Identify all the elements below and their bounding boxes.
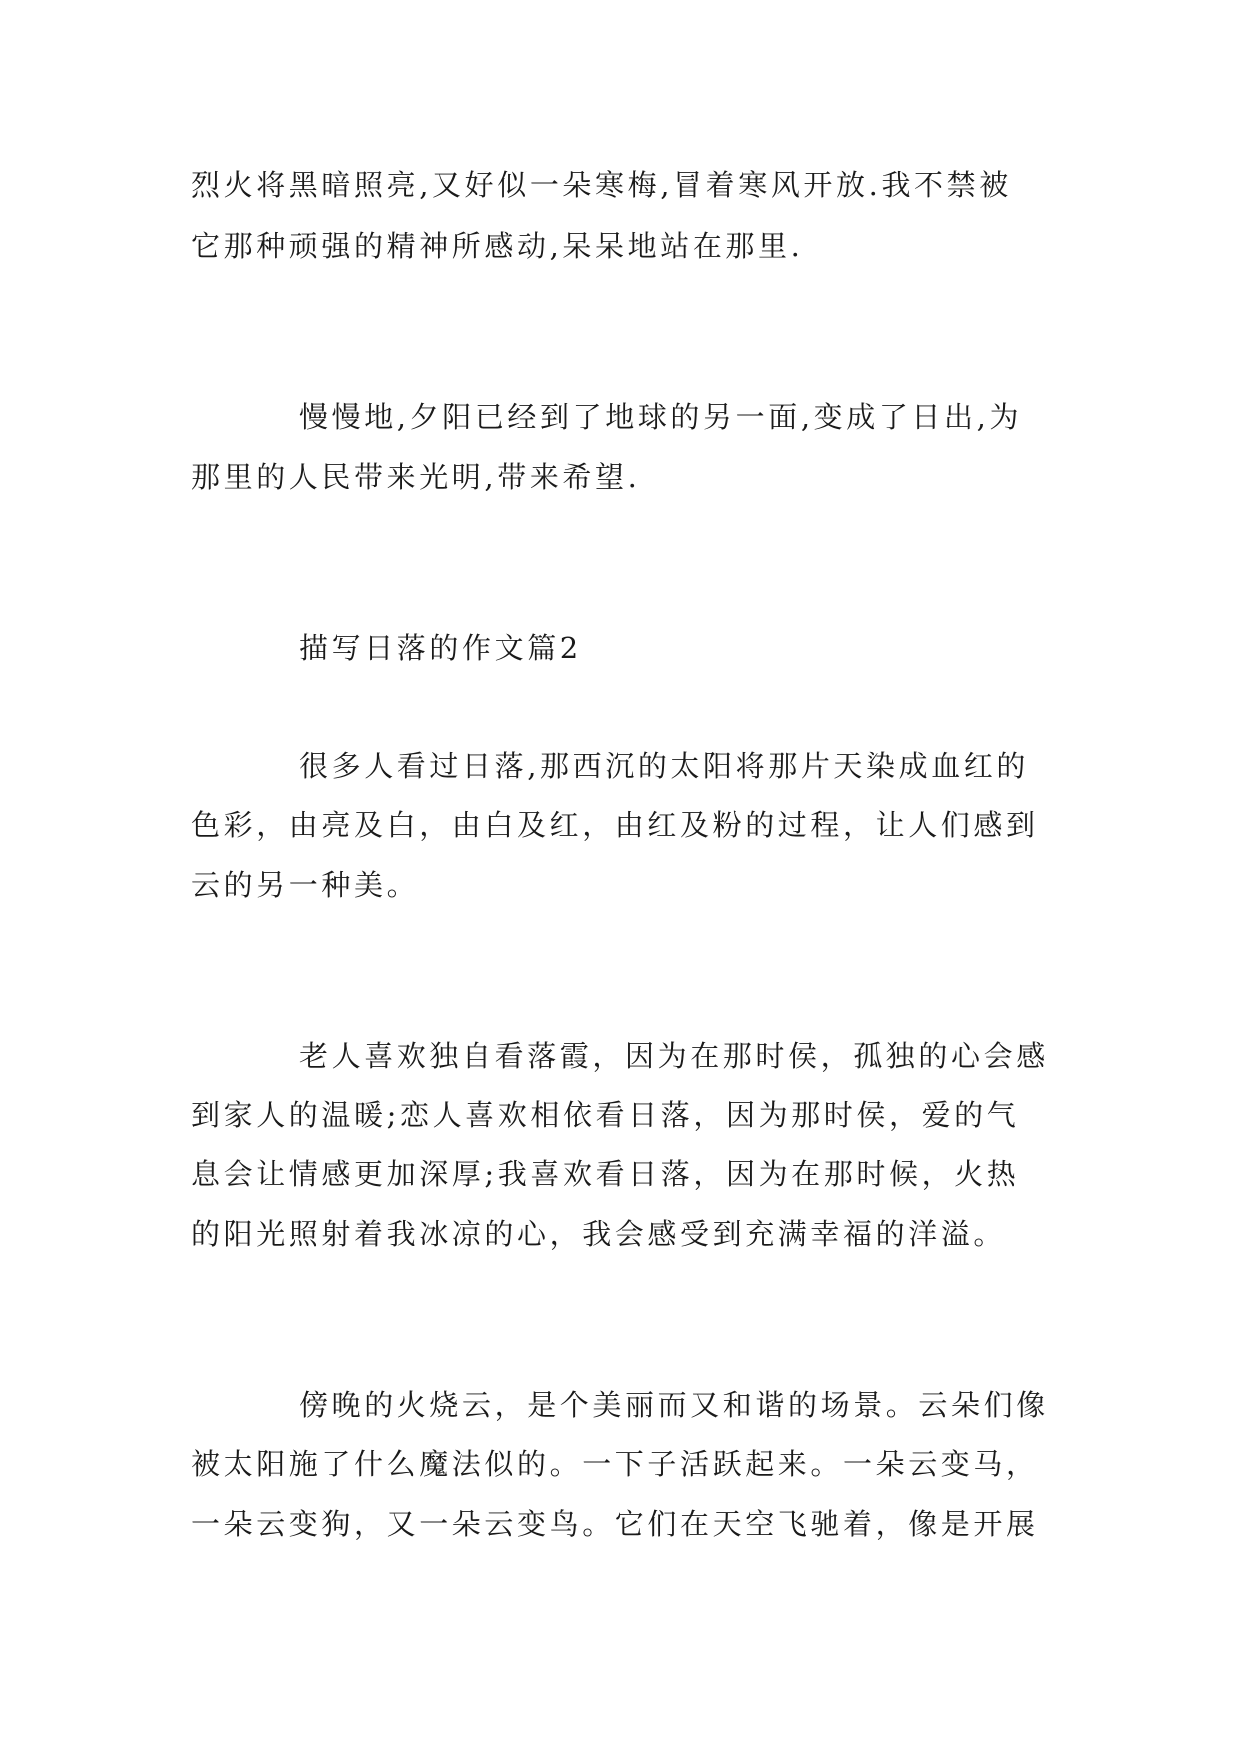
paragraph-3-line-1: 很多人看过日落,那西沉的太阳将那片天染成血红的: [299, 749, 1030, 783]
section-heading: 描写日落的作文篇2: [299, 631, 582, 665]
paragraph-4-line-3: 息会让情感更加深厚;我喜欢看日落，因为在那时候，火热: [191, 1157, 1020, 1191]
paragraph-3-line-2: 色彩，由亮及白，由白及红，由红及粉的过程，让人们感到: [191, 808, 1039, 842]
paragraph-1-line-1: 烈火将黑暗照亮,又好似一朵寒梅,冒着寒风开放.我不禁被: [191, 168, 1012, 202]
paragraph-4-line-2: 到家人的温暖;恋人喜欢相依看日落，因为那时侯，爱的气: [191, 1098, 1020, 1132]
paragraph-2-line-2: 那里的人民带来光明,带来希望.: [191, 460, 641, 494]
paragraph-5-line-2: 被太阳施了什么魔法似的。一下子活跃起来。一朵云变马，: [191, 1447, 1039, 1481]
paragraph-5-line-1: 傍晚的火烧云，是个美丽而又和谐的场景。云朵们像: [299, 1388, 1049, 1422]
paragraph-5-line-3: 一朵云变狗，又一朵云变鸟。它们在天空飞驰着，像是开展: [191, 1507, 1039, 1541]
paragraph-2-line-1: 慢慢地,夕阳已经到了地球的另一面,变成了日出,为: [299, 400, 1023, 434]
paragraph-1-line-2: 它那种顽强的精神所感动,呆呆地站在那里.: [191, 229, 804, 263]
paragraph-4-line-1: 老人喜欢独自看落霞，因为在那时侯，孤独的心会感: [299, 1039, 1049, 1073]
paragraph-3-line-3: 云的另一种美。: [191, 868, 420, 902]
paragraph-4-line-4: 的阳光照射着我冰凉的心，我会感受到充满幸福的洋溢。: [191, 1217, 1007, 1251]
